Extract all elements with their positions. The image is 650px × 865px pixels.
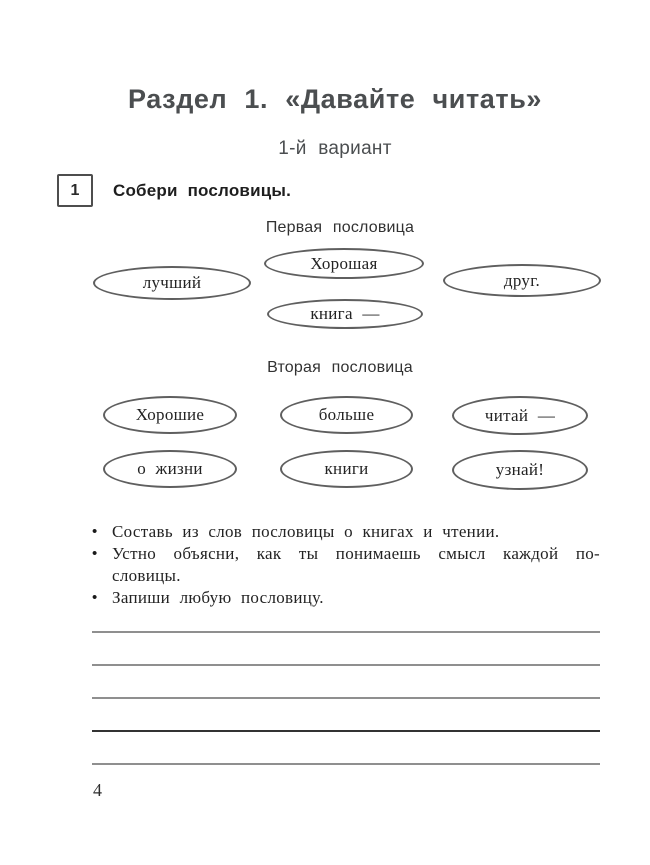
writing-line	[92, 664, 600, 666]
word-oval	[267, 299, 423, 329]
word-oval	[452, 450, 588, 490]
word-oval	[93, 266, 251, 300]
word-oval-label: читай —	[484, 405, 556, 425]
word-oval-label: Хорошие	[135, 405, 205, 424]
word-oval	[452, 396, 588, 435]
bullet-line: Составь из слов пословицы о книгах и чтении.	[112, 522, 500, 541]
word-oval-label: больше	[318, 405, 375, 424]
second-proverb-heading: Вторая пословица	[267, 359, 413, 376]
bullet-item	[92, 543, 600, 587]
task-number-box	[57, 174, 93, 207]
task-number: 1	[70, 181, 80, 199]
writing-line	[92, 631, 600, 633]
page-number: 4	[93, 780, 102, 800]
bullet-text	[112, 587, 600, 609]
word-oval-label: книга —	[310, 304, 380, 323]
bullet-item	[92, 587, 600, 609]
word-oval-label: Хорошая	[310, 253, 378, 273]
word-oval	[103, 396, 237, 434]
word-oval-label: друг.	[503, 270, 541, 290]
bullet-marker: •	[92, 523, 98, 540]
word-oval-label: лучший	[142, 273, 202, 292]
word-oval	[280, 396, 413, 434]
bullet-text	[112, 521, 600, 543]
task-instruction: Собери пословицы.	[113, 181, 292, 200]
bullet-line: Устно объясни, как ты понимаешь смысл каждой по-	[112, 544, 600, 563]
word-oval-label: узнай!	[495, 460, 545, 479]
first-proverb-heading: Первая пословица	[265, 219, 415, 236]
page-title: Раздел 1. «Давайте читать»	[127, 84, 543, 114]
bullet-item	[92, 521, 600, 543]
word-oval-label: о жизни	[137, 459, 203, 478]
word-oval	[443, 264, 601, 297]
writing-line	[92, 697, 600, 699]
variant-subtitle: 1-й вариант	[278, 138, 392, 159]
writing-line	[92, 730, 600, 732]
word-oval	[264, 248, 424, 279]
bullet-line: словицы.	[112, 566, 181, 585]
instruction-bullet-list	[92, 521, 600, 609]
word-oval	[280, 450, 413, 488]
word-oval-label: книги	[324, 459, 369, 478]
bullet-line: Запиши любую пословицу.	[112, 588, 324, 607]
bullet-marker: •	[92, 545, 98, 562]
writing-line	[92, 763, 600, 765]
bullet-marker: •	[92, 589, 98, 606]
bullet-text	[112, 543, 600, 587]
word-oval	[103, 450, 237, 488]
